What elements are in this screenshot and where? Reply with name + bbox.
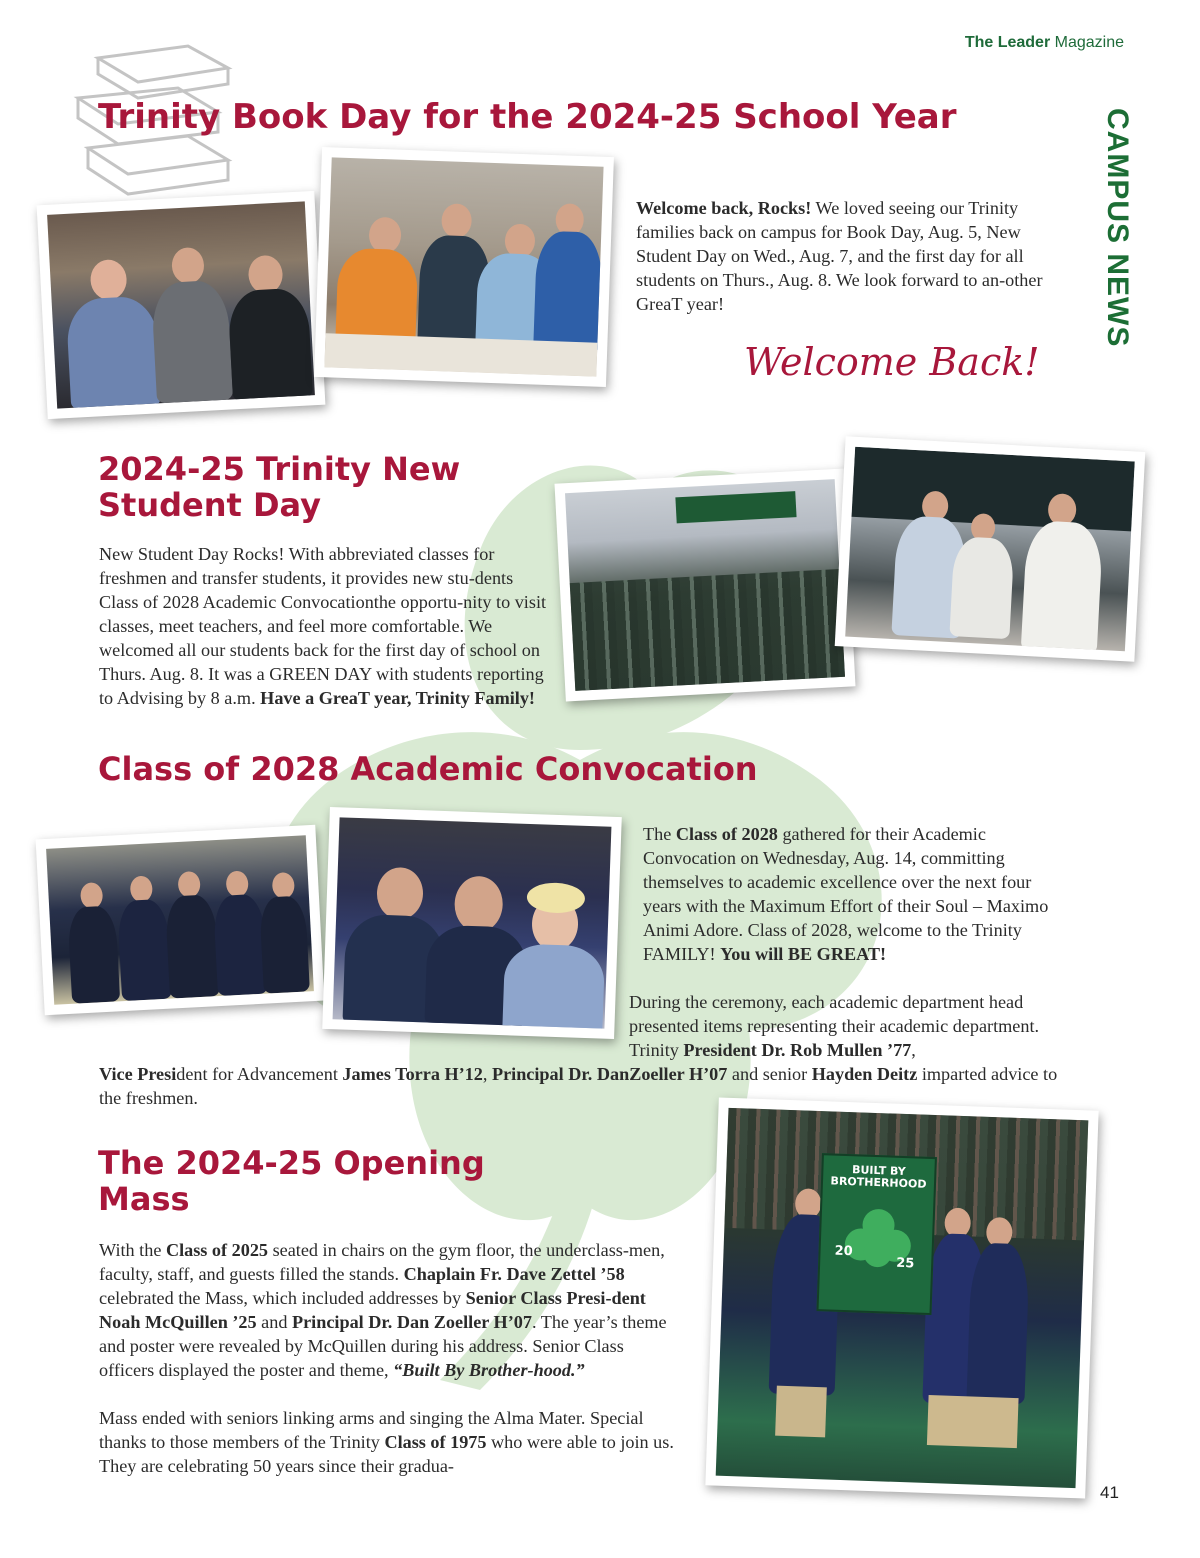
opening-mass-paragraph-1 [99,1238,681,1382]
text-run: Hayden Deitz [811,1064,918,1084]
text-run: , [482,1064,492,1084]
text-run: President Dr. Rob Mullen ’77 [683,1040,912,1060]
magazine-suffix: Magazine [1050,34,1124,51]
text-run: and [256,1312,292,1332]
text-run: Principal Dr. DanZoeller H’07 [491,1064,728,1084]
book-day-body [626,196,1056,316]
welcome-back-script: Welcome Back! [744,340,1040,384]
new-student-day-text: New Student Day Rocks! With abbreviated classes for freshmen and transfer students, it provides new stu-dents Class of 2028 Academic Convocationthe opportu-nity to visit classes, meet teachers, and feel more comfortable. We welcomed all our students back for the first day of school on Thurs. Aug. 8. It was a GREEN DAY with students reporting to Advising by 8 a.m. [99,544,547,708]
new-student-day-body [99,542,555,710]
text-run: You will BE GREAT! [720,944,887,964]
convocation-paragraph-1 [635,822,1053,966]
poster-year-left: 20 [834,1243,853,1260]
magazine-brand: The Leader [964,34,1051,51]
book-day-photo-tables [314,147,614,387]
opening-mass-paragraph-2 [99,1406,681,1478]
convocation-photo-group [36,825,325,1015]
opening-mass-body [99,1238,681,1478]
poster-line-2: BROTHERHOOD [830,1174,927,1191]
text-run: Class of 2025 [165,1240,269,1260]
text-run: , [911,1040,916,1060]
convocation-paragraph-2 [99,990,1059,1110]
book-day-heading: Trinity Book Day for the 2024-25 School Year [98,97,957,137]
text-run: Class of 1975 [384,1432,487,1452]
text-run: During the ceremony, each academic department head presented items representing their academic department. Trinity [629,992,1040,1060]
page-number: 41 [1100,1483,1119,1502]
section-label [1094,108,1134,348]
text-run: Senior Class Presi-dent Noah McQuillen ’25 [99,1288,646,1332]
text-run: With the [99,1240,166,1260]
book-day-photo-families [37,191,326,419]
text-run: “Built By Brother-hood.” [393,1360,585,1380]
text-run: Chaplain Fr. Dave Zettel ’58 [403,1264,625,1284]
new-student-day-photo-gym [554,469,855,702]
opening-mass-heading: The 2024-25 Opening Mass [98,1144,485,1218]
photo-image [46,835,314,1004]
text-run: Principal Dr. Dan Zoeller H’07 [291,1312,532,1332]
photo-image [324,157,603,376]
new-student-day-heading: 2024-25 Trinity New Student Day [98,450,461,524]
book-day-text: We loved seeing our Trinity families back on campus for Book Day, Aug. 5, New Student Day on Wed., Aug. 7, and the first day for all students on Thurs., Aug. 8. We look forward to an-other GreaT year! [636,198,1043,314]
text-run: celebrated the Mass, which included addresses by [99,1288,466,1308]
photo-image [47,201,315,408]
text-run: who were able to join us. They are celebrating 50 years since their gradua- [99,1432,674,1476]
text-run: and senior [727,1064,812,1084]
magazine-name [965,34,1124,52]
opening-mass-photo-poster [705,1097,1098,1498]
text-run: dent for Advancement [176,1064,343,1084]
photo-image [845,447,1135,651]
text-run: Class of 2028 [675,824,778,844]
new-student-day-closing: Have a GreaT year, Trinity Family! [260,688,535,708]
book-day-lead: Welcome back, Rocks! [636,198,812,218]
text-run: imparted advice to the freshmen. [99,1064,1058,1108]
text-run: seated in chairs on the gym floor, the underclass-men, faculty, staff, and guests filled the stands. [99,1240,665,1284]
poster-year-right: 25 [895,1255,915,1272]
section-label-text: CAMPUS NEWS [1101,108,1134,348]
text-run: James Torra H’12 [342,1064,483,1084]
text-run: gathered for their Academic Convocation on Wednesday, Aug. 14, committing themselves to academic excellence over the next four years with the Maximum Effort of their Soul – Maximo Animi Adore. Class of 2028, welcome to the Trinity FAMILY! [643,824,1049,964]
new-student-day-photo-hallway [835,436,1146,661]
text-run: Vice Presi [99,1064,177,1084]
photo-image [565,479,845,691]
text-run: . The year’s theme and poster were revealed by McQuillen during his address. Senior Class officers displayed the poster and theme, [99,1312,667,1380]
photo-image [716,1108,1089,1488]
text-run: Mass ended with seniors linking arms and singing the Alma Mater. Special thanks to those members of the Trinity [99,1408,644,1452]
text-run: The [643,824,676,844]
poster-line-1: BUILT BY [851,1163,906,1179]
convocation-heading: Class of 2028 Academic Convocation [98,750,758,788]
built-by-brotherhood-poster [816,1153,936,1315]
